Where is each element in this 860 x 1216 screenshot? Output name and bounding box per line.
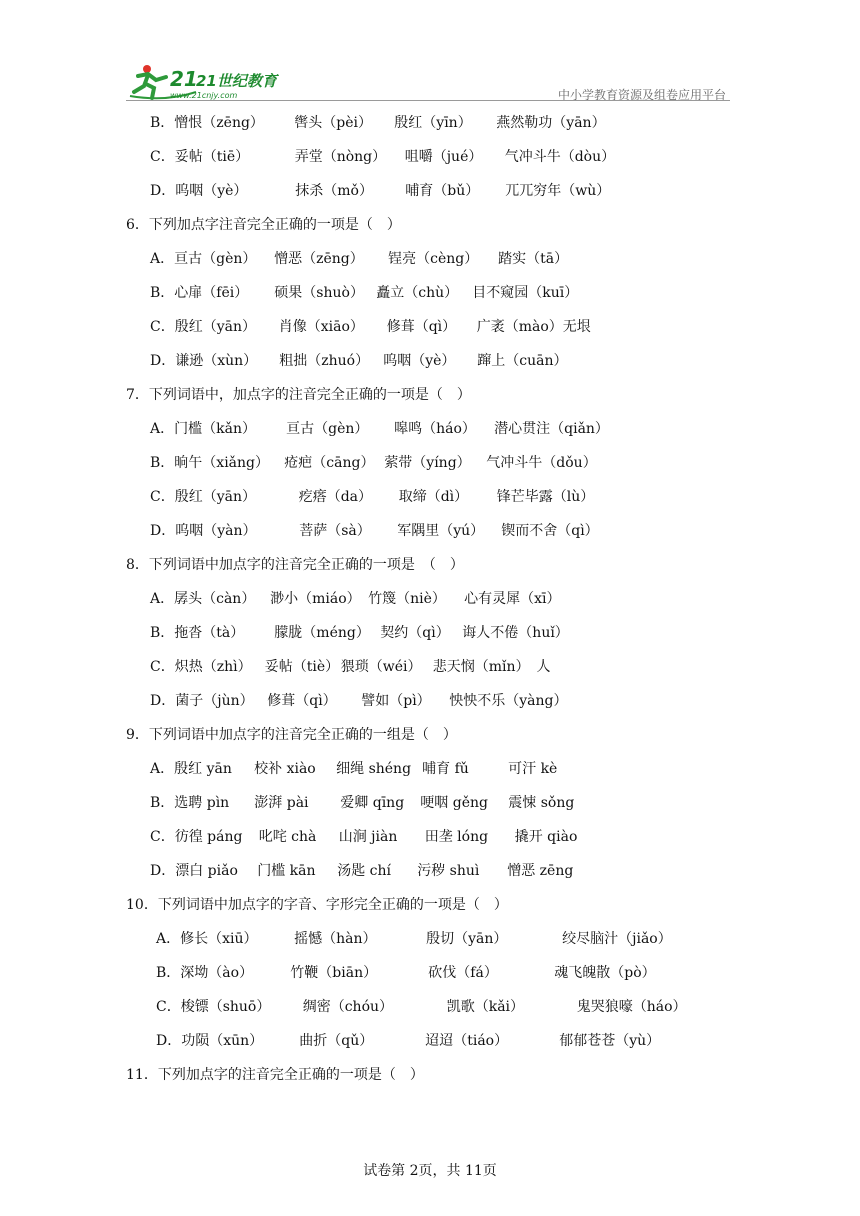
- option-row: D．菌子（jùn） 修葺（qì） 譬如（pì） 怏怏不乐（yàng）: [150, 693, 568, 709]
- option-row: C．殷红（yān） 肖像（xiāo） 修葺（qì） 广袤（mào）无垠: [150, 319, 591, 335]
- option-row: A．修长（xiū） 摇憾（hàn） 殷切（yān） 绞尽脑汁（jiǎo）: [156, 931, 672, 947]
- option-row: A．门槛（kǎn） 亘古（gèn） 嗥鸣（háo） 潜心贯注（qiǎn）: [150, 421, 609, 437]
- question-stem: 6．下列加点字注音完全正确的一项是（ ）: [126, 217, 401, 233]
- option-row: D．呜咽（yè） 抹杀（mǒ） 哺育（bǔ） 兀兀穷年（wù）: [150, 183, 611, 199]
- option-row: C．梭镖（shuō） 绸密（chóu） 凯歌（kǎi） 鬼哭狼嚎（háo）: [156, 999, 687, 1015]
- question-8: [126, 548, 736, 718]
- question-stem: 11．下列加点字的注音完全正确的一项是（ ）: [126, 1067, 424, 1083]
- option-row: A．殷红 yān 校补 xiào 细绳 shéng 哺育 fǔ 可汗 kè: [150, 761, 558, 777]
- option-row: B．憎恨（zēng） 辔头（pèi） 殷红（yīn） 燕然勒功（yān）: [150, 115, 606, 131]
- question-6: [126, 208, 736, 378]
- svg-text:www.21cnjy.com: www.21cnjy.com: [170, 91, 238, 100]
- option-row: A．亘古（gèn） 憎恶（zēng） 锃亮（cèng） 踏实（tā）: [150, 251, 569, 267]
- page-header: [126, 62, 730, 102]
- option-row: B．晌午（xiǎng） 疮疤（cāng） 萦带（yíng） 气冲斗牛（dǒu）: [150, 455, 597, 471]
- option-row: D．呜咽（yàn） 菩萨（sà） 军隅里（yú） 锲而不舍（qì）: [150, 523, 599, 539]
- page-footer: 试卷第 2页，共 11页: [363, 1163, 497, 1179]
- option-row: A．孱头（càn） 渺小（miáo） 竹篾（niè） 心有灵犀（xī）: [150, 591, 561, 607]
- option-row: C．炽热（zhì） 妥帖（tiè） 猥琐（wéi） 悲天悯（mǐn） 人: [150, 659, 551, 675]
- question-stem: 7．下列词语中，加点字的注音完全正确的一项是（ ）: [126, 387, 471, 403]
- option-row: C．妥帖（tiē） 弄堂（nòng） 咀嚼（jué） 气冲斗牛（dòu）: [150, 149, 616, 165]
- option-row: C．彷徨 páng 叱咤 chà 山涧 jiàn 田垄 lóng 撬开 qiào: [150, 829, 578, 845]
- question-7: [126, 378, 736, 548]
- option-row: D．谦逊（xùn） 粗拙（zhuó） 呜咽（yè） 蹿上（cuān）: [150, 353, 568, 369]
- option-row: D．漂白 piǎo 门槛 kān 汤匙 chí 污秽 shuì 憎恶 zēng: [150, 863, 574, 879]
- option-row: B．拖沓（tà） 朦胧（méng） 契约（qì） 诲人不倦（huǐ）: [150, 625, 569, 641]
- question-10: [126, 888, 736, 1058]
- question-stem: 9．下列词语中加点字的注音完全正确的一组是（ ）: [126, 727, 457, 743]
- header-divider: [126, 100, 730, 101]
- question-content: [126, 106, 736, 1092]
- option-row: B．选聘 pìn 澎湃 pài 爱卿 qīng 哽咽 gěng 震悚 sǒng: [150, 795, 575, 811]
- question-stem: 8．下列词语中加点字的注音完全正确的一项是 （ ）: [126, 557, 464, 573]
- platform-name: 中小学教育资源及组卷应用平台: [557, 88, 726, 102]
- question-11: [126, 1058, 736, 1092]
- site-logo: [126, 62, 286, 102]
- option-row: C．殷红（yān） 疙瘩（da） 取缔（dì） 锋芒毕露（lù）: [150, 489, 595, 505]
- question-stem: 10．下列词语中加点字的字音、字形完全正确的一项是（ ）: [126, 897, 508, 913]
- svg-text:21: 21: [170, 67, 198, 91]
- option-row: B．心扉（fēi） 硕果（shuò） 矗立（chù） 目不窥园（kuī）: [150, 285, 579, 301]
- svg-text:21世纪教育: 21世纪教育: [196, 72, 277, 90]
- question-5-options: [126, 106, 736, 208]
- option-row: B．深坳（ào） 竹鞭（biān） 砍伐（fá） 魂飞魄散（pò）: [156, 965, 656, 981]
- question-9: [126, 718, 736, 888]
- option-row: D．功陨（xūn） 曲折（qǔ） 迢迢（tiáo） 郁郁苍苍（yù）: [156, 1033, 661, 1049]
